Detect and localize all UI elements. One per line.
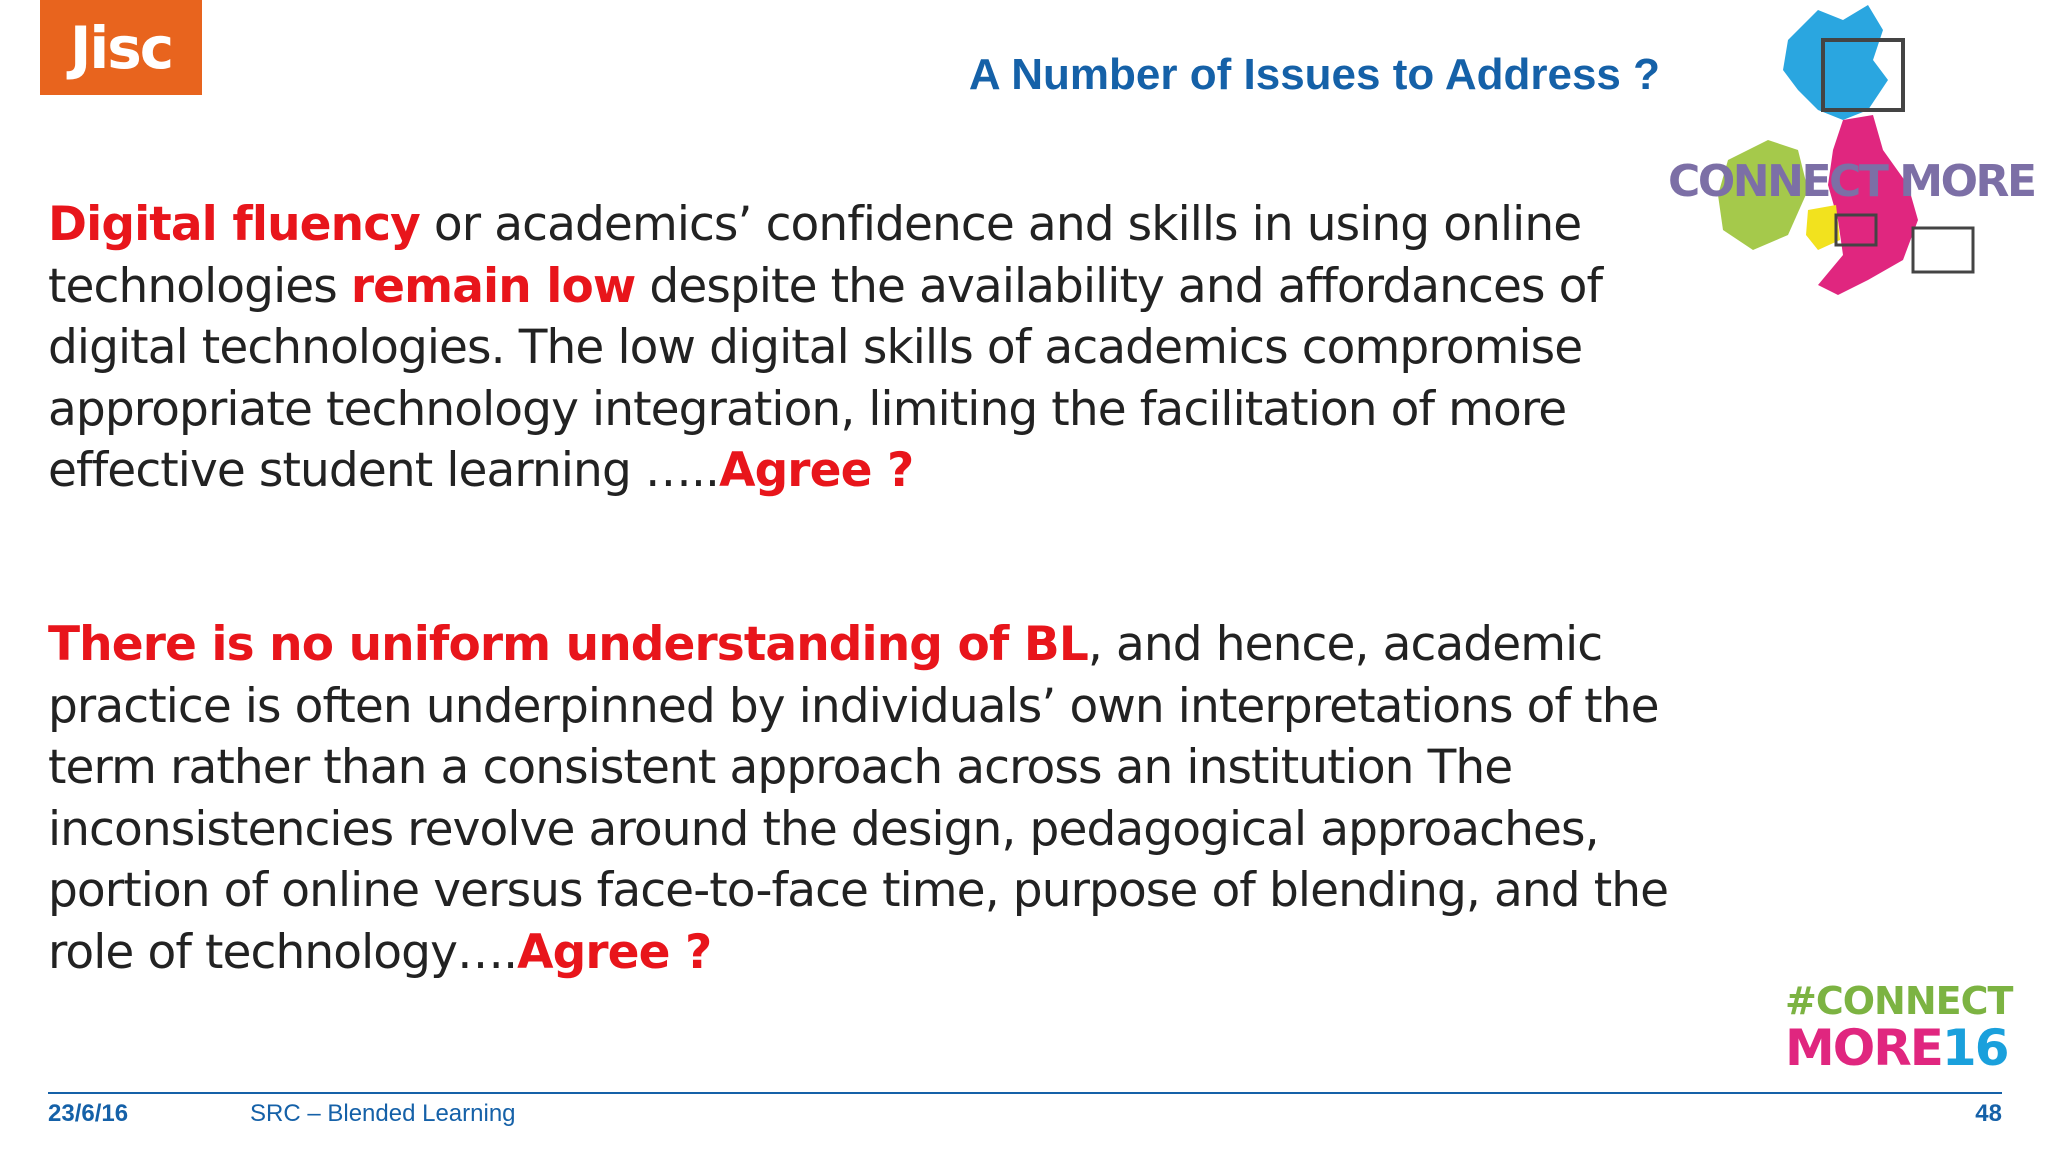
highlight-no-uniform-understanding: There is no uniform understanding of BL (48, 617, 1088, 672)
map-scotland-region (1783, 5, 1888, 120)
paragraph-text: , and hence, academic practice is often underpinned by individuals’ own interpretations of the term rather than a consistent approach across an institution The inconsistencies revolve around the design, pedagogical approaches, portion of online versus face-to-face time, purpose of blending, and the role of technology…. (48, 617, 1669, 980)
footer-date: 23/6/16 (48, 1100, 129, 1127)
jisc-logo-text: Jisc (69, 13, 173, 82)
monitor-icon (1913, 228, 1973, 272)
highlight-remain-low: remain low (350, 258, 636, 314)
footer-divider (48, 1092, 2002, 1094)
slide-title: A Number of Issues to Address ? (968, 50, 1660, 99)
connect-more-map-logo (1668, 0, 2048, 310)
footer-title: SRC – Blended Learning (250, 1100, 516, 1127)
paragraph-uniform-understanding (48, 614, 1688, 983)
year-text: 16 (1941, 1019, 2008, 1077)
paragraph-digital-fluency (48, 194, 1688, 502)
connect-more16-logo (1785, 979, 2013, 1077)
highlight-digital-fluency: Digital fluency (48, 197, 420, 252)
more-text: MORE (1785, 1019, 1942, 1077)
hashtag-connect-text: #CONNECT (1785, 979, 2013, 1023)
more16-text (1785, 1019, 2008, 1077)
jisc-logo (40, 0, 202, 95)
agree-question: Agree ? (719, 443, 914, 498)
page-number: 48 (1975, 1100, 2002, 1127)
paragraph-text: despite the availability and affordances of digital technologies. The low digital skills of academics compromise appropriate technology integration, limiting the facilitation of more effective student learning ….. (48, 258, 1603, 498)
map-logo-text: CONNECT MORE (1668, 156, 2038, 207)
paragraph-text: or academics’ confidence and skills in using online technologies (48, 197, 1582, 314)
agree-question: Agree ? (517, 924, 712, 980)
